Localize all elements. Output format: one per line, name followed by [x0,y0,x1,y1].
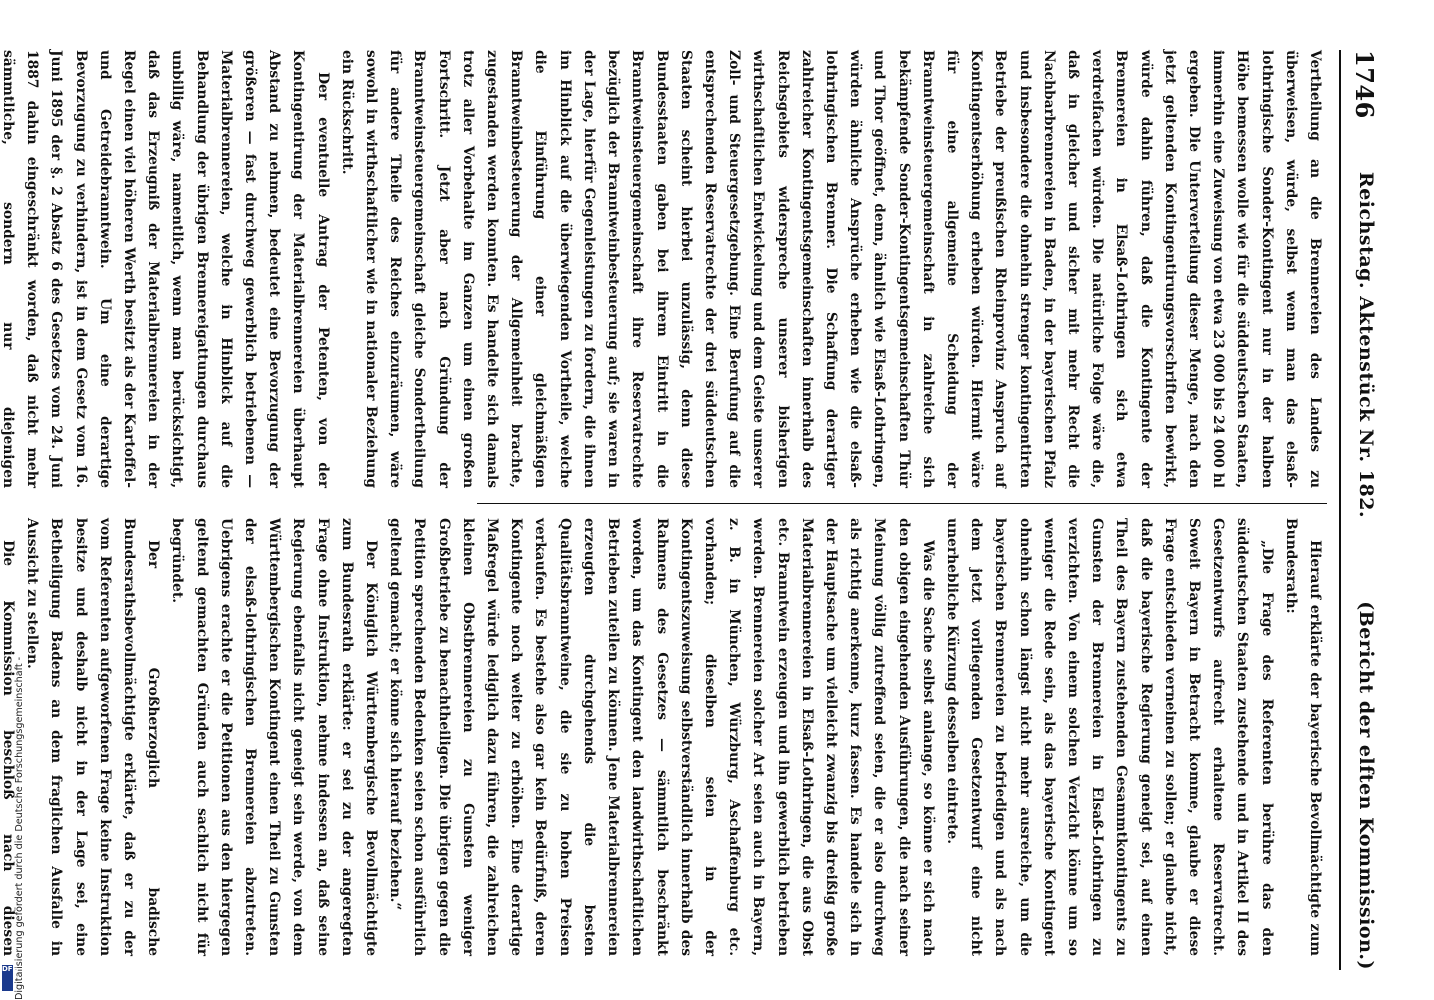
paragraph: Die Kommission beschloß nach diesen [0,540,17,956]
paragraph: Was die Sache selbst anlange, so könne er sich nach den obigen eingehenden Ausführungen, die nach seiner Meinung völlig zutreffend seien, die er also durchweg als richtig anerkenne, kurz fassen. Es handele sich in der Hauptsache um vielleicht zwanzig bis dreißig große Materialbrennereien in Elsaß-Lothringen, die aus Obst etc. Branntwein erzeugen und ihn gewerblich betrieben werden. Brennereien solcher Art seien auch in Bayern, z. B. in München, Würzburg, Aschaffenburg etc. vorhanden; dieselben seien in der Kontingentszuweisung selbstverständlich innerhalb des Rahmens des Gesetzes — sämmtlich beschränkt worden, um das Kontingent den landwirthschaftlichen Betrieben zuteilen zu können. Jene Materialbrennereien erzeugten durchgehends die besten Qualitätsbranntweine, die sie zu hohen Preisen verkaufen. Es bestehe also gar kein Bedürfniß, deren Kontingente noch weiter zu erhöhen. Eine derartige Maßregel würde lediglich dazu führen, die zahlreichen kleinen Obstbrennereien zu Gunsten weniger Großbetriebe zu benachtheiligen. Die übrigen gegen die Petition sprechenden Bedenken seien schon ausführlich geltend gemacht; er könne sich hierauf beziehen.“ [387,518,936,956]
header-rule [1339,50,1341,970]
paragraph: Der Königlich Württembergische Bevollmächtigte zum Bundesrath erklärte: er sei zu der angeregten Frage ohne Instruktion, nehme indessen an, daß seine Regierung ebenfalls nicht geneigt sein werde, von dem Württembergischen Kontingent einen Theil zu Gunsten der elsaß-lothringischen Brennereien abzutreten. Uebrigens erachte er die Petitionen aus den hiergegen geltend gemachten Gründen auch sachlich nicht für begründet. [169,518,380,956]
column-divider [477,503,1327,504]
header-section: (Bericht der elften Kommission.) [1355,601,1377,970]
left-column [0,50,1327,488]
dfg-logo: DFG [2,965,13,991]
paragraph: Vertheilung an die Brennereien des Landes zu überweisen, würde, selbst wenn man das elsaß-lothringische Sonder-Kontingent nur in der halben Höhe bemessen wolle wie für die süddeutschen Staaten, immerhin eine Zuweisung von etwa 23 000 bis 24 000 hl ergeben. Die Unterverteilung dieser Menge, nach den jetzt geltenden Kontingentirungsvorschriften bewirkt, würde dahin führen, daß die Kontingente der Brennereien in Elsaß-Lothringen sich etwa verdreifachen würden. Die natürliche Folge wäre die, daß in gleicher und sicher mit mehr Recht die Nachbarbrennereien in Baden, in der bayerischen Pfalz und insbesondere die ohnehin strenger kontingentirten Betriebe der preußischen Rheinprovinz Anspruch auf Kontingentserhöhung erheben würden. Hiermit wäre für eine allgemeine Scheidung der Branntweinsteuergemeinschaft in zahlreiche sich bekämpfende Sonder-Kontingentsgemeinschaften Thür und Thor geöffnet, denn, ähnlich wie Elsaß-Lothringen, würden ähnliche Ansprüche erheben wie die elsaß-lothringischen Brenner. Die Schaffung derartiger zahlreicher Kontingentsgemeinschaften innerhalb des Reichsgebiets widerspreche unserer bisherigen wirthschaftlichen Entwickelung und dem Geiste unserer Zoll- und Steuergesetzgebung. Eine Berufung auf die entsprechenden Reservatrechte der drei süddeutschen Staaten scheint hierbei unzulässig, denn diese Bundesstaaten gaben bei ihrem Eintritt in die Branntweinsteuergemeinschaft ihre Reservatrechte bezüglich der Branntweinbesteuerung auf; sie waren in der Lage, hierfür Gegenleistungen zu fordern, die ihnen im Hinblick auf die überwiegenden Vortheile, welche die Einführung einer gleichmäßigen Branntweinbesteuerung der Allgemeinheit brachte, zugestanden werden konnten. Es handelte sich damals trotz aller Vorbehalte im Ganzen um einen großen Fortschritt. Jetzt aber nach Gründung der Branntweinsteuergemeinschaft gleiche Sondertheilung für andere Theile des Reiches einzuräumen, wäre sowohl in wirthschaftlicher wie in nationaler Beziehung ein Rückschritt. [338,50,1323,488]
digitization-credit-text: Digitalisierung gefördert durch die Deutsche Forschungsgemeinschaft - [14,656,25,1000]
page-number: 1746 [1350,50,1379,119]
paragraph: Hierauf erklärte der bayerische Bevollmächtigte zum Bundesrath: [1282,518,1323,956]
header-title: Reichstag. Aktenstück Nr. 182. [1355,171,1377,519]
paragraph: Der Großherzoglich badische Bundesrathsbevollmächtigte erklärte, daß er zu der vom Referenten aufgeworfenen Frage keine Instruktion besitze und deshalb nicht in der Lage sei, eine Betheiligung Badens an dem fraglichen Ausfalle in Aussicht zu stellen. [24,518,162,956]
paragraph: Der eventuelle Antrag der Petenten, von der Kontingentirung der Materialbrennereien überhaupt Abstand zu nehmen, bedeutet eine Bevorzugung der größeren — fast durchweg gewerblich betriebenen — Materialbrennereien, welche in Hinblick auf die Behandlung der übrigen Brennereigattungen durchaus unbillig wäre, namentlich, wenn man berücksichtigt, daß das Erzeugniß der Materialbrennereien in der Regel einen viel höheren Werth besitzt als der Kartoffel- und Getreidebranntwein. Um eine derartige Bevorzugung zu verhindern, ist in dem Gesetz vom 16. Juni 1895 der §. 2 Absatz 6 des Gesetzes vom 24. Juni 1887 dahin eingeschränkt worden, daß nicht mehr sämmtliche, sondern nur diejenigen [0,50,331,488]
paragraph: „Die Frage des Referenten berühre das den süddeutschen Staaten zustehende und in Artikel II des Gesetzentwurfs aufrecht erhaltene Reservatrecht. Soweit Bayern in Betracht komme, glaube er diese Frage entschieden verneinen zu sollen; er glaube nicht, daß die bayerische Regierung geneigt sei, auf einen Theil des Bayern zustehenden Gesammtkontingents zu Gunsten der Brennereien in Elsaß-Lothringen zu verzichten. Von einem solchen Verzicht könne um so weniger die Rede sein, als das bayerische Kontingent ohnehin schon längst nicht mehr ausreiche, um die bayerischen Brennereien zu befriedigen und als nach dem jetzt vorliegenden Gesetzentwurf eine nicht unerhebliche Kürzung desselben eintrete. [943,518,1275,956]
page-header [1345,50,1385,970]
